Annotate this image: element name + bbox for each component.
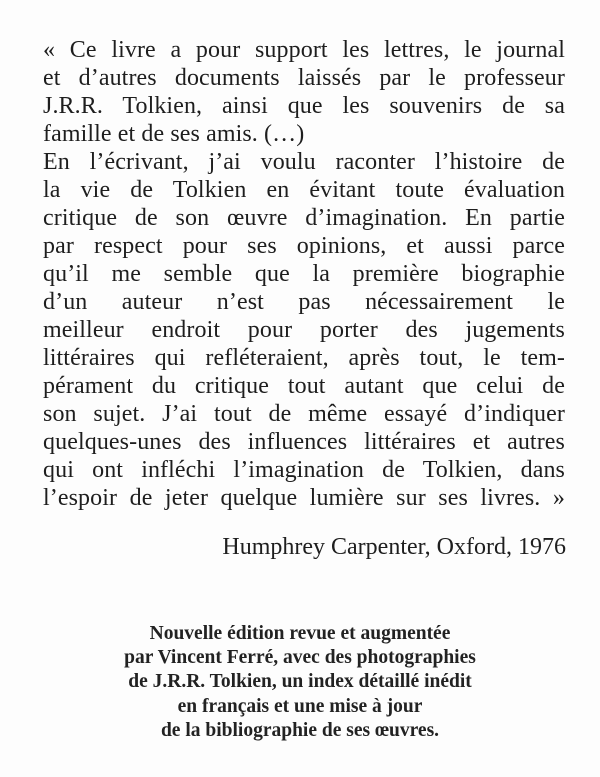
quote-line: J.R.R. Tolkien, ainsi que les souvenirs de sa bbox=[43, 93, 565, 119]
quote-line: meilleur endroit pour porter des jugements bbox=[43, 317, 565, 343]
quote-line: quelques-unes des influences littéraires et autres bbox=[43, 429, 565, 455]
quote-line: qui ont infléchi l’imagination de Tolkien, dans bbox=[43, 457, 565, 483]
edition-note bbox=[0, 622, 600, 743]
quote-line: son sujet. J’ai tout de même essayé d’indiquer bbox=[43, 401, 565, 427]
edition-note-line: de J.R.R. Tolkien, un index détaillé inédit bbox=[128, 671, 472, 693]
quote-line: littéraires qui refléteraient, après tout, le tem- bbox=[43, 345, 565, 371]
quote-line: pérament du critique tout autant que celui de bbox=[43, 373, 565, 399]
quote-line: « Ce livre a pour support les lettres, le journal bbox=[43, 37, 565, 63]
quote-line: famille et de ses amis. (…) bbox=[43, 121, 305, 147]
quote-line: critique de son œuvre d’imagination. En partie bbox=[43, 205, 565, 231]
edition-note-line: Nouvelle édition revue et augmentée bbox=[149, 623, 451, 644]
quote-line: d’un auteur n’est pas nécessairement le bbox=[43, 289, 565, 315]
edition-note-line: par Vincent Ferré, avec des photographies bbox=[124, 647, 476, 669]
quote-line: par respect pour ses opinions, et aussi parce bbox=[43, 233, 565, 259]
quote-line: la vie de Tolkien en évitant toute évaluation bbox=[43, 177, 565, 203]
quote-attribution: Humphrey Carpenter, Oxford, 1976 bbox=[222, 534, 566, 560]
quote-line: l’espoir de jeter quelque lumière sur ses livres. » bbox=[43, 485, 565, 511]
edition-note-line: de la bibliographie de ses œuvres. bbox=[160, 719, 440, 741]
quote-line: qu’il me semble que la première biographie bbox=[43, 261, 565, 287]
quote-line: et d’autres documents laissés par le professeur bbox=[43, 65, 565, 91]
quote-line: En l’écrivant, j’ai voulu raconter l’histoire de bbox=[43, 149, 565, 175]
edition-note-line: en français et une mise à jour bbox=[177, 695, 423, 717]
